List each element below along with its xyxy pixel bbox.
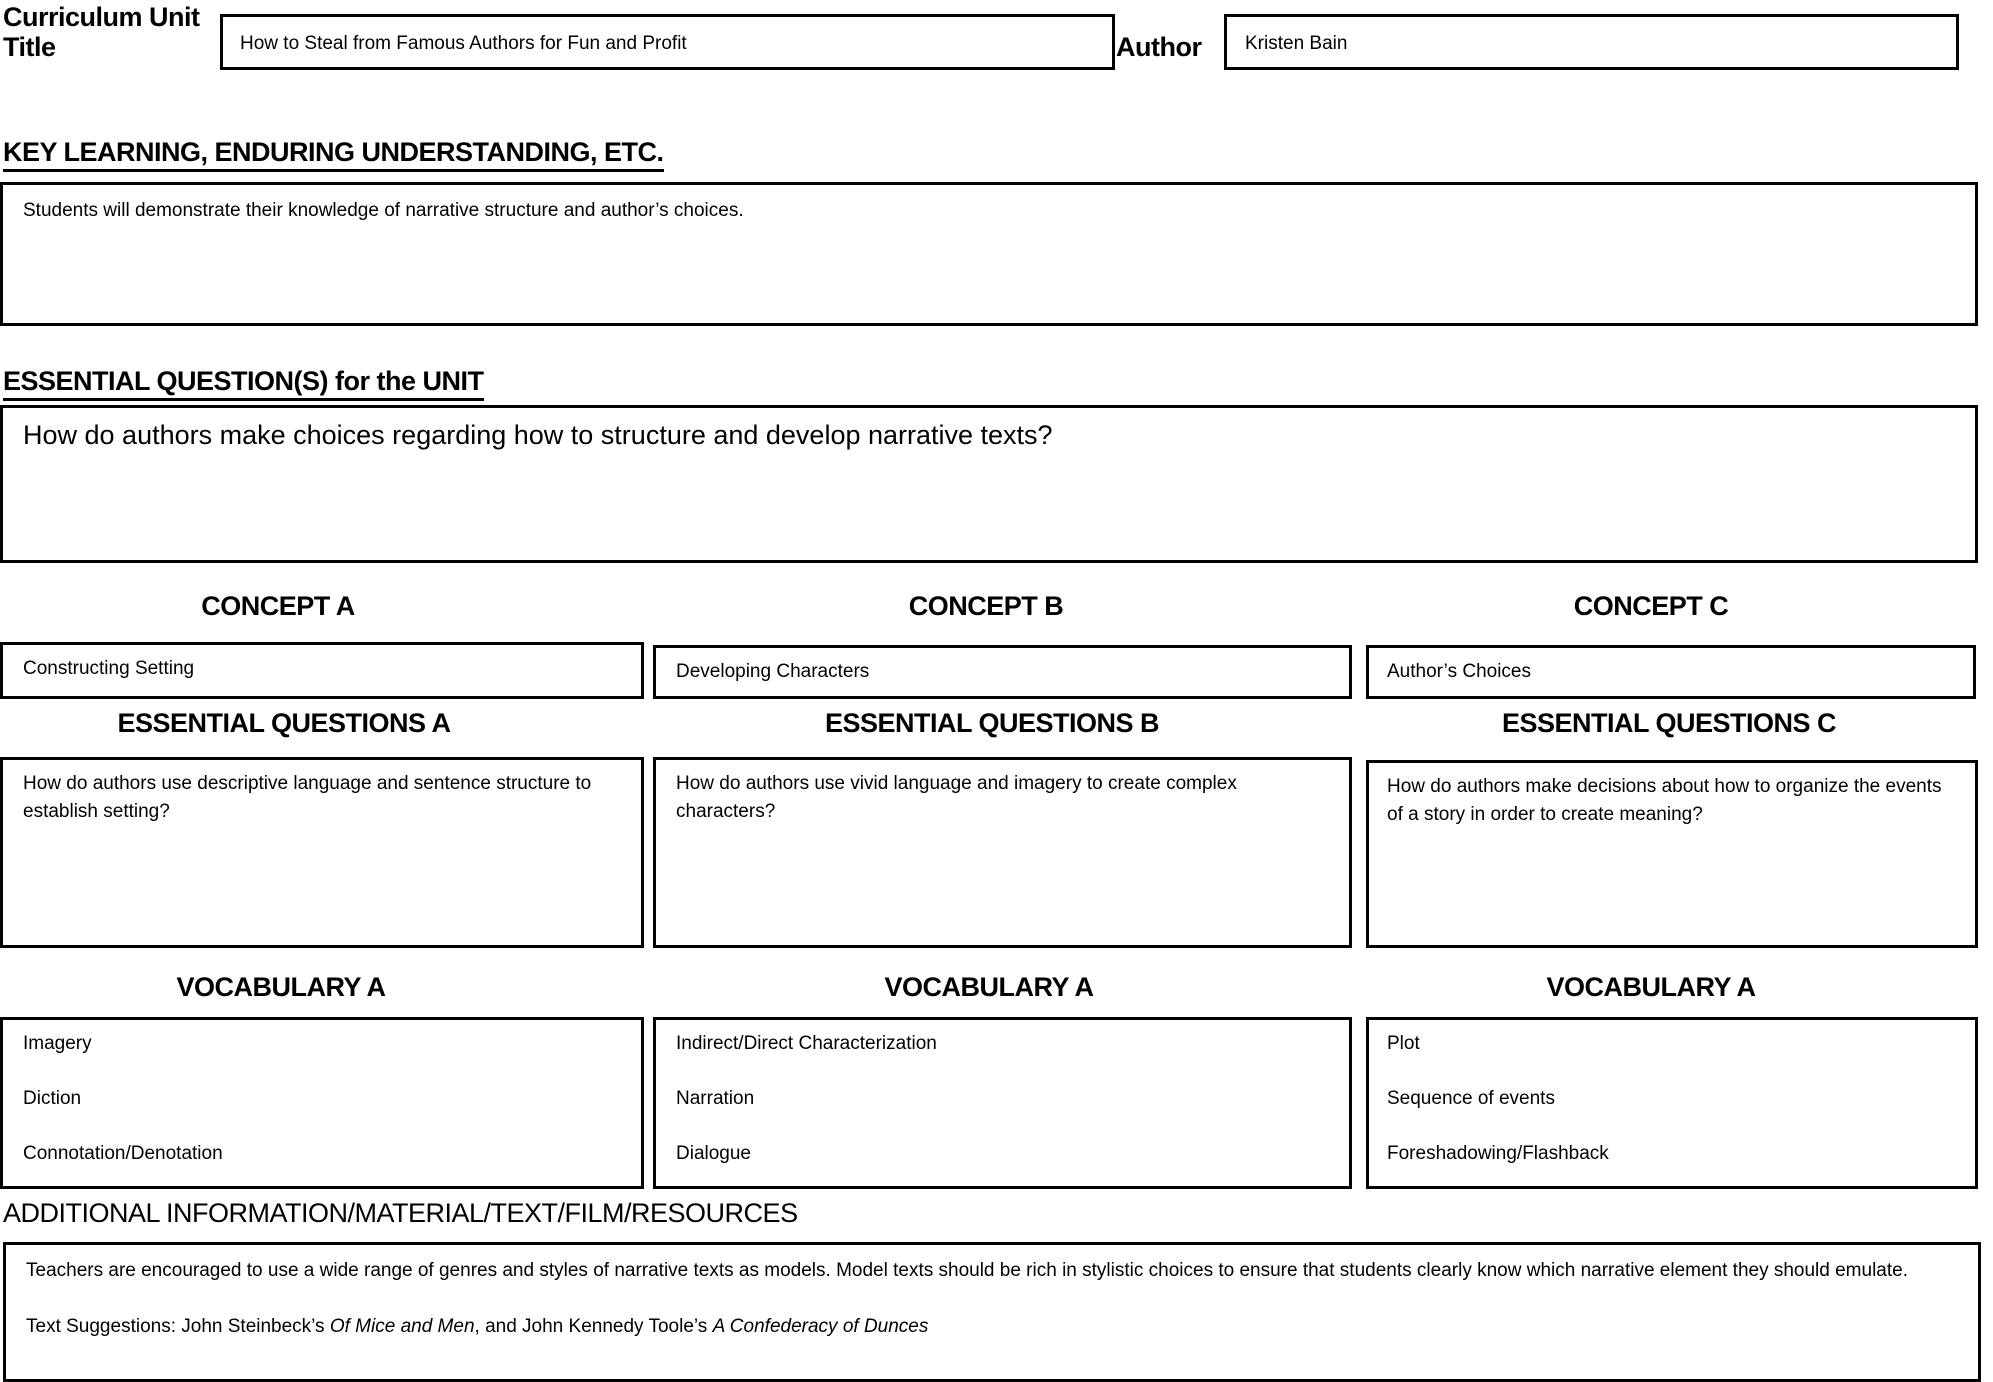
vocab-a-item: Diction xyxy=(23,1088,82,1109)
author-value: Kristen Bain xyxy=(1245,33,1348,54)
vocab-a-heading: VOCABULARY A xyxy=(176,972,386,1002)
key-learning-box[interactable] xyxy=(0,182,1978,326)
concept-c-text: Author’s Choices xyxy=(1387,661,1531,682)
eq-a-box[interactable] xyxy=(0,757,644,948)
author-label: Author xyxy=(1116,32,1202,62)
resources-box[interactable] xyxy=(3,1242,1981,1382)
vocab-c-item: Plot xyxy=(1387,1033,1420,1054)
eq-b-heading: ESSENTIAL QUESTIONS B xyxy=(824,708,1160,738)
concept-c-box[interactable] xyxy=(1366,645,1976,699)
text-suggestions xyxy=(26,1313,1958,1341)
vocab-a-item: Connotation/Denotation xyxy=(23,1143,223,1164)
unit-title-label: Curriculum Unit Title xyxy=(3,2,200,62)
key-learning-text: Students will demonstrate their knowledge of narrative structure and author’s choices. xyxy=(23,200,744,221)
vocab-b-item: Narration xyxy=(676,1088,755,1109)
eq-a-heading: ESSENTIAL QUESTIONS A xyxy=(117,708,451,738)
vocab-a-item: Imagery xyxy=(23,1033,92,1054)
vocab-c-item: Foreshadowing/Flashback xyxy=(1387,1143,1609,1164)
resources-paragraph: Teachers are encouraged to use a wide range of genres and styles of narrative texts as models. Model texts should be rich in stylistic choices to ensure that students clearly know which narrative element they should emulate. xyxy=(26,1260,1908,1281)
eq-b-box[interactable] xyxy=(653,757,1352,948)
eq-a-text: How do authors use descriptive language and sentence structure to establish setting? xyxy=(23,773,592,822)
eq-c-box[interactable] xyxy=(1366,760,1978,948)
book-title-2: A Confederacy of Dunces xyxy=(712,1316,929,1337)
concept-a-heading: CONCEPT A xyxy=(201,591,355,621)
concept-c-heading: CONCEPT C xyxy=(1573,591,1729,621)
vocab-b-box[interactable] xyxy=(653,1017,1352,1189)
concept-a-text: Constructing Setting xyxy=(23,658,195,679)
vocab-b-heading: VOCABULARY A xyxy=(884,972,1094,1002)
vocab-c-item: Sequence of events xyxy=(1387,1088,1555,1109)
unit-title-value: How to Steal from Famous Authors for Fun and Profit xyxy=(240,33,687,54)
unit-title-field[interactable] xyxy=(220,14,1115,70)
essential-unit-text: How do authors make choices regarding how to structure and develop narrative texts? xyxy=(23,420,1053,450)
essential-unit-heading: ESSENTIAL QUESTION(S) for the UNIT xyxy=(3,366,484,401)
vocab-b-item: Indirect/Direct Characterization xyxy=(676,1033,937,1054)
key-learning-heading: KEY LEARNING, ENDURING UNDERSTANDING, ETC. xyxy=(3,137,664,172)
resources-heading: ADDITIONAL INFORMATION/MATERIAL/TEXT/FILM/RESOURCES xyxy=(3,1198,798,1228)
book-title-1: Of Mice and Men xyxy=(329,1316,475,1337)
eq-b-text: How do authors use vivid language and imagery to create complex characters? xyxy=(676,773,1237,822)
vocab-b-item: Dialogue xyxy=(676,1143,751,1164)
vocab-a-box[interactable] xyxy=(0,1017,644,1189)
suggestions-middle: , and John Kennedy Toole’s xyxy=(474,1316,713,1337)
essential-unit-box[interactable] xyxy=(0,405,1978,563)
eq-c-text: How do authors make decisions about how to organize the events of a story in order to create meaning? xyxy=(1387,776,1942,825)
author-field[interactable] xyxy=(1224,14,1959,70)
vocab-c-box[interactable] xyxy=(1366,1017,1978,1189)
concept-b-text: Developing Characters xyxy=(676,661,870,682)
concept-a-box[interactable] xyxy=(0,642,644,699)
eq-c-heading: ESSENTIAL QUESTIONS C xyxy=(1501,708,1837,738)
concept-b-heading: CONCEPT B xyxy=(908,591,1064,621)
suggestions-prefix: Text Suggestions: John Steinbeck’s xyxy=(26,1316,330,1337)
vocab-c-heading: VOCABULARY A xyxy=(1546,972,1756,1002)
concept-b-box[interactable] xyxy=(653,645,1352,699)
